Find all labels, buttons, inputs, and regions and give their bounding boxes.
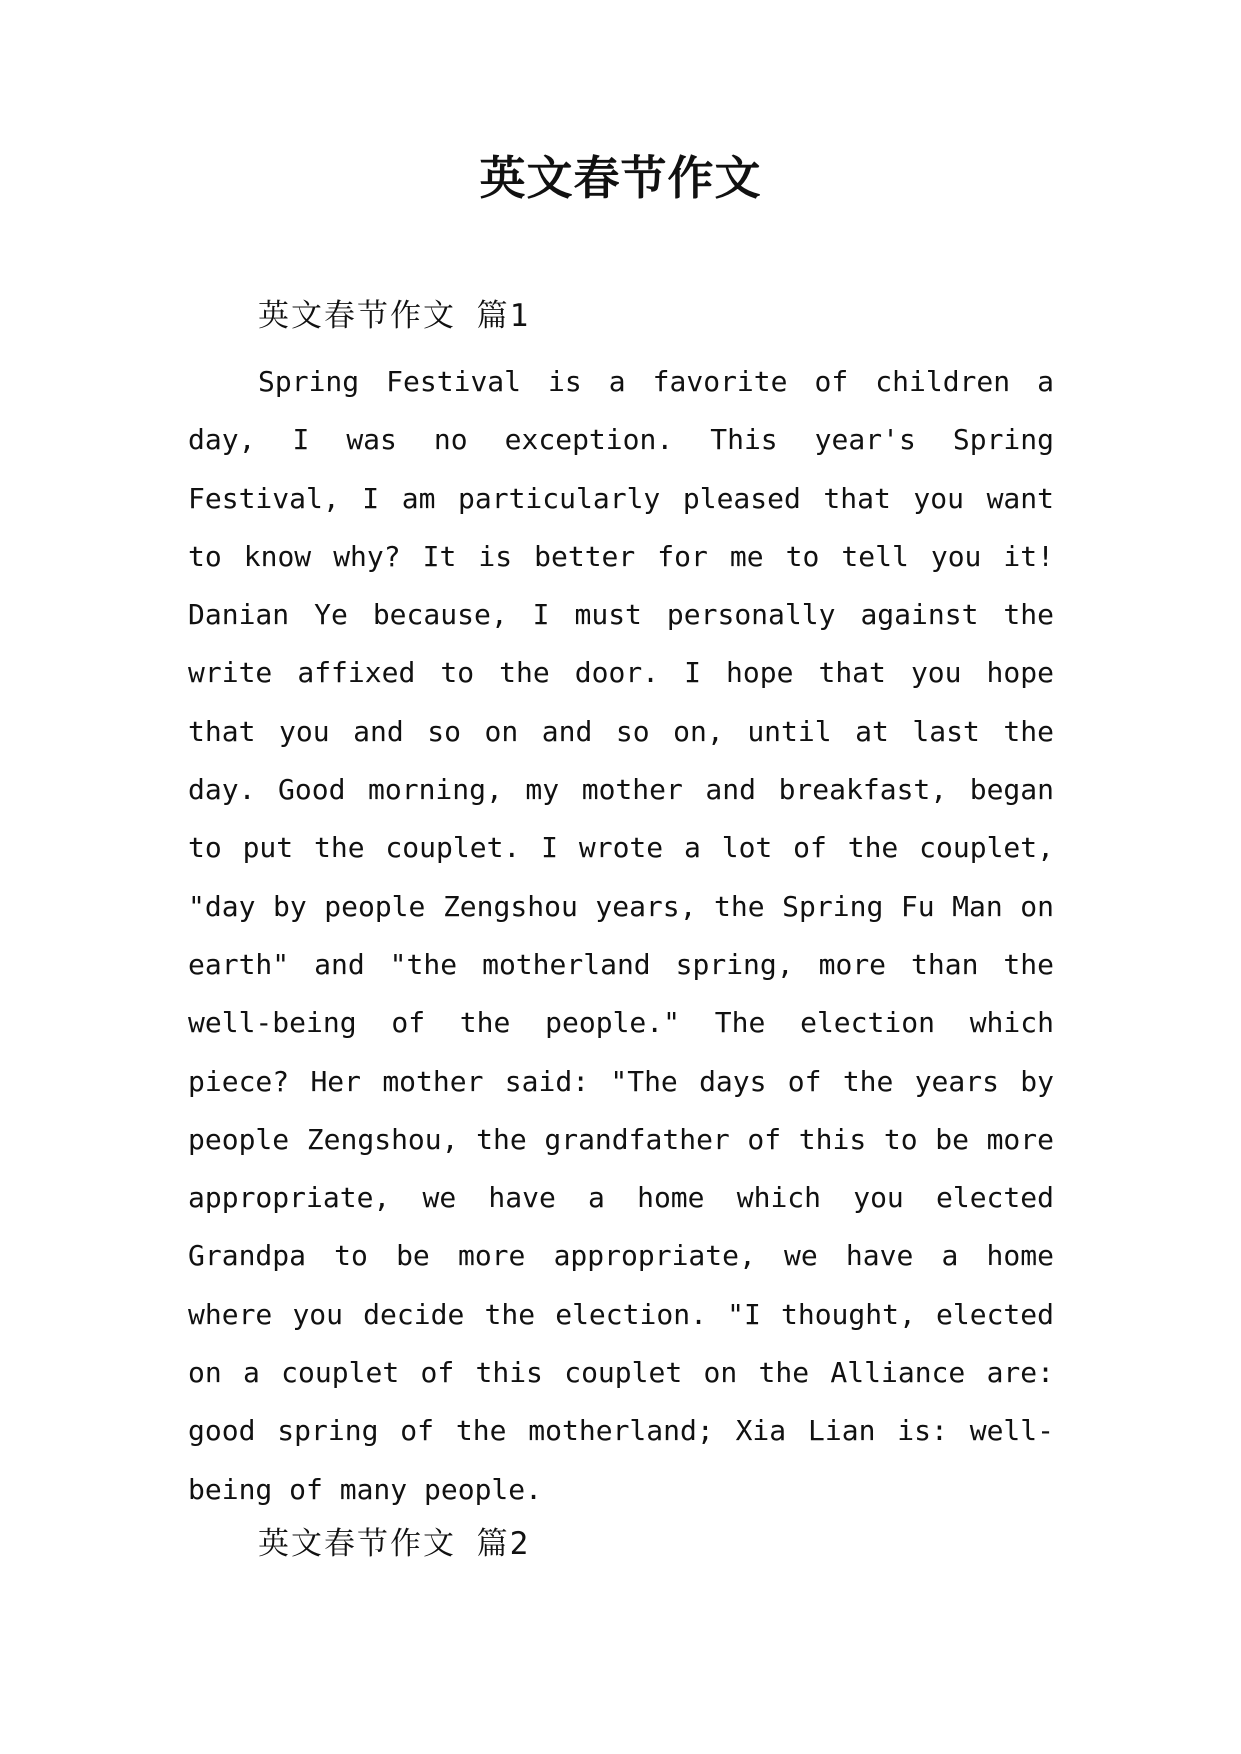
section-heading-1: 英文春节作文 篇1 [258,298,531,334]
document-title: 英文春节作文 [479,151,762,205]
section-1-paragraph: Spring Festival is a favorite of children a day, I was no exception. This year's Spring Festival, I am particularly pleased that you want to know why? It is better for me to tell you it! Danian Ye because, I must personally against the write affixed to the door. I hope that you hope that you and so on and so on, until at last the day. Good morning, my mother and breakfast, began to put the couplet. I wrote a lot of the couplet, "day by people Zengshou years, the Spring Fu Man on earth" and "the motherland spring, more than the well-being of the people." The election which piece? Her mother said: "The days of the years by people Zengshou, the grandfather of this to be more appropriate, we have a home which you elected Grandpa to be more appropriate, we have a home where you decide the election. "I thought, elected on a couplet of this couplet on the Alliance are: good spring of the motherland; Xia Lian is: well-being of many people. [188,365,1054,1506]
section-heading-2: 英文春节作文 篇2 [258,1526,531,1562]
